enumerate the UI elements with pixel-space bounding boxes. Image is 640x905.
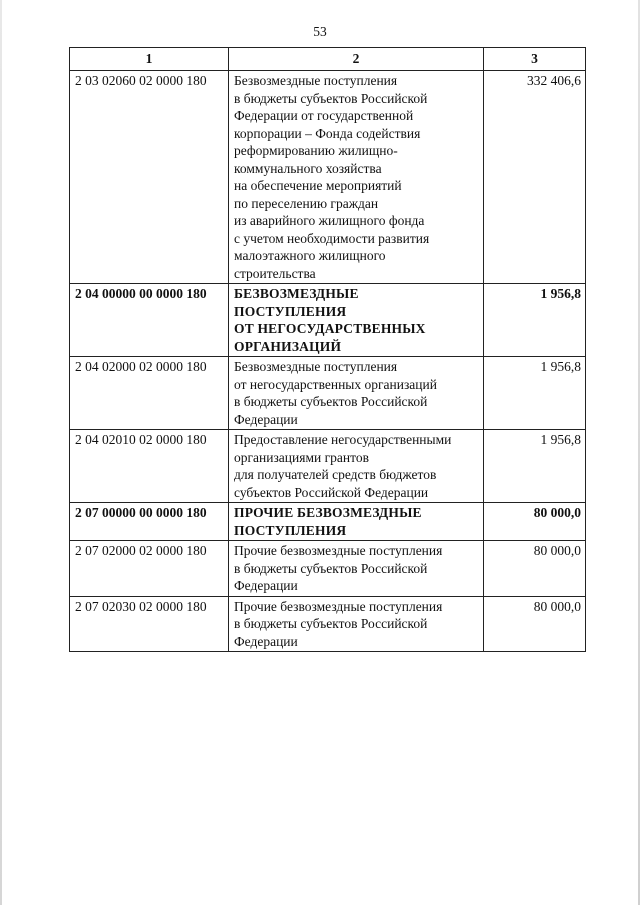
row-code-cell: 2 04 02010 02 0000 180	[70, 430, 229, 503]
table-row	[70, 71, 586, 284]
table-header-row	[70, 48, 586, 71]
row-amount-cell: 332 406,6	[484, 71, 586, 284]
row-amount-cell: 80 000,0	[484, 596, 586, 652]
row-name-cell: БЕЗВОЗМЕЗДНЫЕ ПОСТУПЛЕНИЯ ОТ НЕГОСУДАРСТВЕННЫХ ОРГАНИЗАЦИЙ	[229, 284, 484, 357]
table-row	[70, 430, 586, 503]
row-name-cell: Безвозмездные поступления от негосударственных организаций в бюджеты субъектов Российской Федерации	[229, 357, 484, 430]
row-amount-cell: 80 000,0	[484, 503, 586, 541]
row-name-cell: ПРОЧИЕ БЕЗВОЗМЕЗДНЫЕ ПОСТУПЛЕНИЯ	[229, 503, 484, 541]
row-amount-cell: 1 956,8	[484, 284, 586, 357]
row-name-cell: Безвозмездные поступления в бюджеты субъектов Российской Федерации от государственной корпорации – Фонда содействия реформированию жилищно- коммунального хозяйства на обеспечение мероприятий по переселению граждан из аварийного жилищного фонда с учетом необходимости развития малоэтажного жилищного строительства	[229, 71, 484, 284]
row-amount-cell: 80 000,0	[484, 541, 586, 597]
column-header-name: 2	[229, 48, 484, 71]
row-name-cell: Предоставление негосударственными организациями грантов для получателей средств бюджетов субъектов Российской Федерации	[229, 430, 484, 503]
row-code-cell: 2 04 00000 00 0000 180	[70, 284, 229, 357]
table-row	[70, 541, 586, 597]
table-row	[70, 596, 586, 652]
table-row	[70, 357, 586, 430]
row-name-cell: Прочие безвозмездные поступления в бюджеты субъектов Российской Федерации	[229, 596, 484, 652]
row-name-cell: Прочие безвозмездные поступления в бюджеты субъектов Российской Федерации	[229, 541, 484, 597]
row-code-cell: 2 07 02000 02 0000 180	[70, 541, 229, 597]
table-body	[70, 71, 586, 652]
table-row	[70, 284, 586, 357]
column-header-code: 1	[70, 48, 229, 71]
row-code-cell: 2 03 02060 02 0000 180	[70, 71, 229, 284]
row-amount-cell: 1 956,8	[484, 430, 586, 503]
budget-revenue-table	[69, 47, 586, 652]
row-code-cell: 2 07 02030 02 0000 180	[70, 596, 229, 652]
page-number: 53	[313, 24, 327, 39]
table-row	[70, 503, 586, 541]
row-amount-cell: 1 956,8	[484, 357, 586, 430]
row-code-cell: 2 04 02000 02 0000 180	[70, 357, 229, 430]
column-header-amount: 3	[484, 48, 586, 71]
row-code-cell: 2 07 00000 00 0000 180	[70, 503, 229, 541]
scan-edge-left	[0, 0, 2, 905]
